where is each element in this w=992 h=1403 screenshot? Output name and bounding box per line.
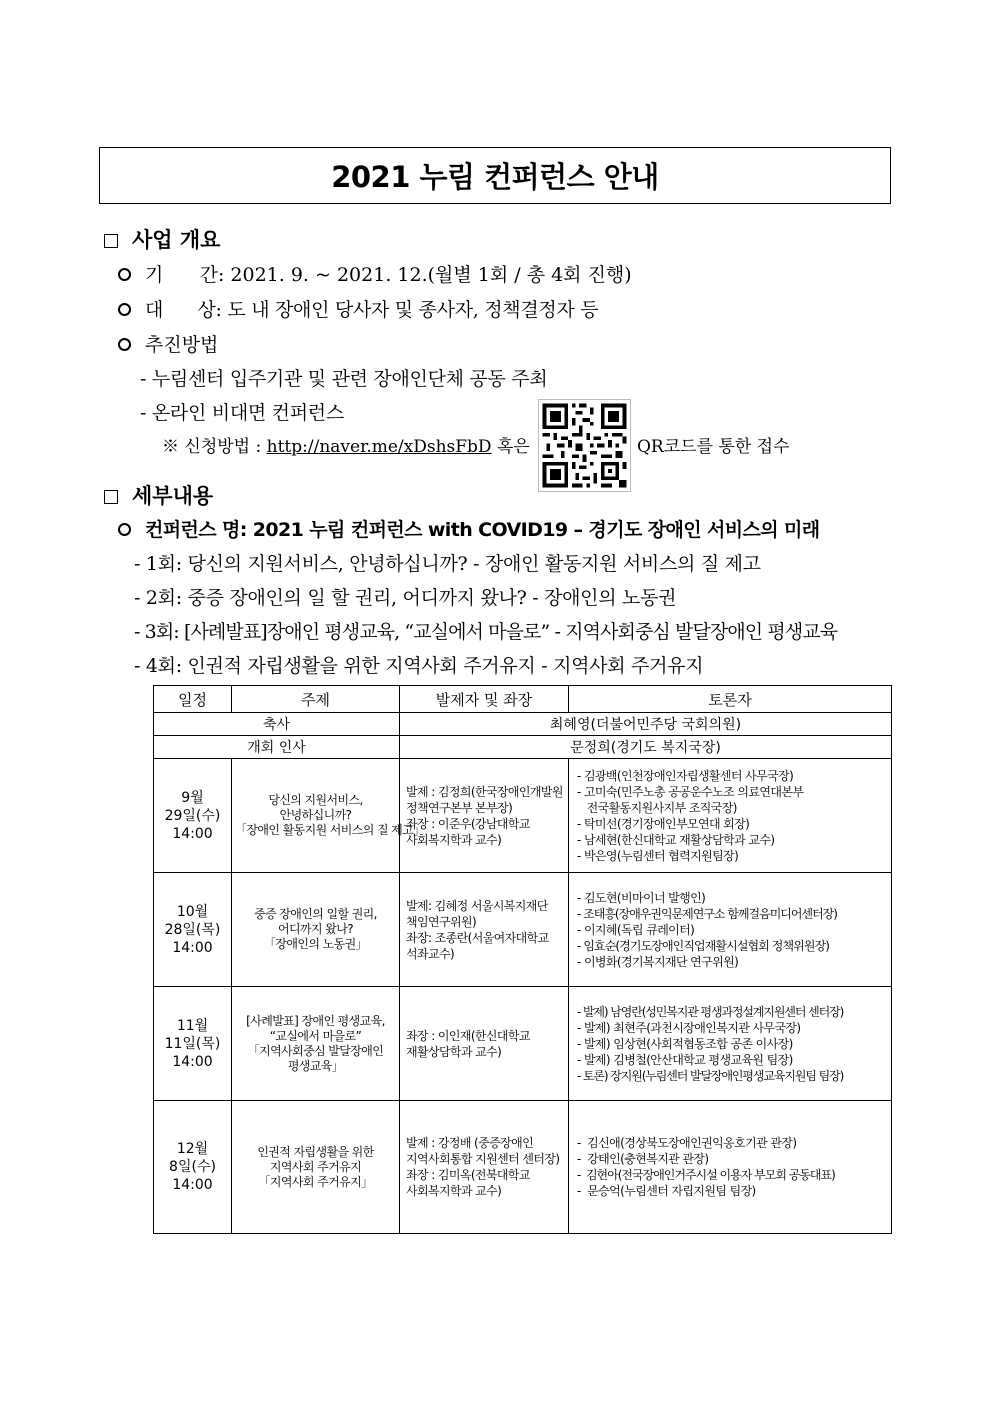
date-line: 14:00 [172,825,213,842]
topic-line: “교실에서 마을로” [269,1028,362,1043]
presenter-line: 석좌교수) [406,946,455,961]
session-discussants [569,873,892,987]
square-bullet-icon [104,490,118,504]
discussant-line: - 김신애(경상북도장애인권익옹호기관 관장) [577,1136,797,1150]
session-presenter [400,987,569,1101]
discussant-line: 전국활동지원사지부 조직국장) [577,800,737,815]
session-list-item: - 3회: [사례발표]장애인 평생교육, “교실에서 마을로” - 지역사회중심 발달장애인 평생교육 [134,621,838,643]
session-presenter [400,873,569,987]
apply-method [162,432,530,457]
period-value: 2021. 9. ~ 2021. 12.(월별 1회 / 총 4회 진행) [230,264,632,286]
period-line [118,260,632,287]
discussant-line: - 김도현(비마이너 발행인) [577,890,706,905]
target-line [118,295,598,322]
presenter-line: 좌장 : 이인재(한신대학교 [406,1028,530,1043]
congrats-row [154,713,892,736]
apply-link[interactable]: http://naver.me/xDshsFbD [266,437,492,457]
session-discussants [569,1101,892,1234]
session-topic [232,873,400,987]
presenter-line: 발제: 김혜정 서울시복지재단 [406,898,548,913]
date-line: 11일(목) [164,1035,221,1052]
apply-or: 혹은 [491,437,530,457]
discussant-line: - 김광백(인천장애인자립생활센터 사무국장) [577,768,794,783]
date-line: 14:00 [172,1053,213,1070]
topic-line: 지역사회 주거유지 [269,1159,362,1174]
square-bullet-icon [104,234,118,248]
presenter-line: 사회복지학과 교수) [406,832,502,847]
presenter-line: 사회복지학과 교수) [406,1184,502,1198]
topic-line: [사례발표] 장애인 평생교육, [246,1013,385,1028]
discussant-line: - 발제) 남영란(성민복지관 평생과정설계지원센터 센터장) [577,1004,844,1019]
date-line: 14:00 [172,1177,213,1193]
session-date [154,759,232,873]
presenter-line: 정책연구본부 본부장) [406,800,513,815]
session-topic [232,987,400,1101]
table-header-row [154,686,892,713]
apply-prefix: ※ 신청방법 : [162,437,267,457]
section-heading-text: 세부내용 [132,484,214,508]
presenter-line: 좌장 : 이준우(강남대학교 [406,816,530,831]
session-discussants [569,759,892,873]
session-topic [232,759,425,873]
schedule-table [153,685,892,1234]
discussant-line: - 조태흥(장애우권익문제연구소 함께걸음미디어센터장) [577,906,837,921]
header-presenter: 발제자 및 좌장 [400,686,569,713]
section-overview-heading [104,224,220,254]
table-row [154,873,892,987]
table-row [154,759,892,873]
discussant-line: - 이병화(경기복지재단 연구위원) [577,954,739,969]
date-line: 29일(수) [164,807,221,824]
circle-bullet-icon [118,338,131,351]
session-list-item: - 2회: 중증 장애인의 일 할 권리, 어디까지 왔나? - 장애인의 노동권 [134,587,677,609]
session-date [154,873,232,987]
topic-line: 「지역사회중심 발달장애인 [247,1043,384,1058]
table-row [154,987,892,1101]
discussant-line: - 남세현(한신대학교 재활상담학과 교수) [577,832,775,847]
method-label: 추진방법 [145,334,219,356]
opening-row [154,736,892,759]
conference-name: 컨퍼런스 명: 2021 누림 컨퍼런스 with COVID19 – 경기도 장애인 서비스의 미래 [145,519,820,541]
circle-bullet-icon [118,303,131,316]
section-heading-text: 사업 개요 [132,228,221,252]
discussant-line: - 토론) 장지원(누림센터 발달장애인평생교육지원팀 팀장) [577,1068,844,1083]
session-presenter [400,759,569,873]
session-date [154,1101,232,1234]
date-line: 9월 [181,789,204,806]
topic-line: 어디까지 왔나? [278,922,353,936]
header-date: 일정 [154,686,232,713]
discussant-line: - 탁미선(경기장애인부모연대 회장) [577,816,750,831]
topic-line: 안녕하십니까? [279,808,352,822]
table-row [154,1101,892,1234]
qr-code-icon[interactable] [538,399,631,492]
discussant-line: - 발제) 김병철(안산대학교 평생교육원 팀장) [577,1052,793,1067]
presenter-line: 재활상담학과 교수) [406,1044,502,1059]
session-topic [232,1101,400,1234]
discussant-line: - 발제) 최현주(과천시장애인복지관 사무국장) [577,1020,801,1035]
discussant-line: - 이지혜(독립 큐레이터) [577,922,695,937]
discussant-line: - 발제) 임상현(사회적협동조합 공존 이사장) [577,1036,793,1051]
topic-line: 인권적 자립생활을 위한 [257,1144,374,1159]
topic-line: 「장애인의 노동권」 [264,937,367,951]
discussant-line: - 박은영(누림센터 협력지원팀장) [577,848,739,863]
date-line: 12월 [176,1141,209,1157]
session-list-item: - 1회: 당신의 지원서비스, 안녕하십니까? - 장애인 활동지원 서비스의 질 제고 [134,553,761,575]
method-item: - 온라인 비대면 컨퍼런스 [140,402,344,424]
discussant-line: - 김현아(전국장애인거주시설 이용자 부모회 공동대표) [577,1168,835,1182]
header-discussants: 토론자 [569,686,892,713]
target-value: 도 내 장애인 당사자 및 종사자, 정책결정자 등 [227,299,599,321]
presenter-line: 발제 : 강정배 (중증장애인 [406,1136,534,1150]
date-line: 10월 [176,903,209,920]
method-item: - 누림센터 입주기관 및 관련 장애인단체 공동 주최 [140,368,548,390]
discussant-line: - 강태인(충현복지관 관장) [577,1152,709,1166]
discussant-line: - 고미숙(민주노총 공공운수노조 의료연대본부 [577,784,804,799]
session-discussants [569,987,892,1101]
opening-label: 개회 인사 [154,736,400,759]
topic-line: 당신의 지원서비스, [268,793,363,807]
circle-bullet-icon [118,268,131,281]
date-line: 11월 [176,1017,209,1034]
presenter-line: 좌장 : 김미옥(전북대학교 [406,1168,530,1182]
date-line: 28일(목) [164,921,221,938]
page-title: 2021 누림 컨퍼런스 안내 [99,147,891,204]
date-line: 14:00 [172,939,213,956]
period-label: 기 간: [145,264,225,286]
presenter-line: 좌장: 조종란(서울여자대학교 [406,930,549,945]
presenter-line: 지역사회통합 지원센터 센터장) [406,1152,560,1166]
date-line: 8일(수) [169,1159,216,1175]
topic-line: 「지역사회 주거유지」 [258,1174,373,1189]
topic-line: 평생교육」 [287,1058,344,1073]
circle-bullet-icon [118,523,131,536]
target-label: 대 상: [145,299,222,321]
presenter-line: 발제 : 김정희(한국장애인개발원 [406,784,563,799]
conference-name-line [118,515,820,542]
congrats-value: 최혜영(더불어민주당 국회의원) [400,713,892,736]
apply-suffix: QR코드를 통한 접수 [637,437,790,457]
session-presenter [400,1101,569,1234]
congrats-label: 축사 [154,713,400,736]
opening-value: 문정희(경기도 복지국장) [400,736,892,759]
section-details-heading [104,480,213,510]
presenter-line: 책임연구위원) [406,914,477,929]
method-line [118,330,218,357]
session-date [154,987,232,1101]
header-topic: 주제 [232,686,400,713]
discussant-line: - 임효순(경기도장애인직업재활시설협회 정책위원장) [577,938,830,953]
session-list-item: - 4회: 인권적 자립생활을 위한 지역사회 주거유지 - 지역사회 주거유지 [134,655,704,677]
topic-line: 중증 장애인의 일할 권리, [254,907,377,921]
discussant-line: - 문승억(누림센터 자립지원팀 팀장) [577,1184,756,1198]
topic-line: 「장애인 활동지원 서비스의 질 제고」 [235,823,425,837]
